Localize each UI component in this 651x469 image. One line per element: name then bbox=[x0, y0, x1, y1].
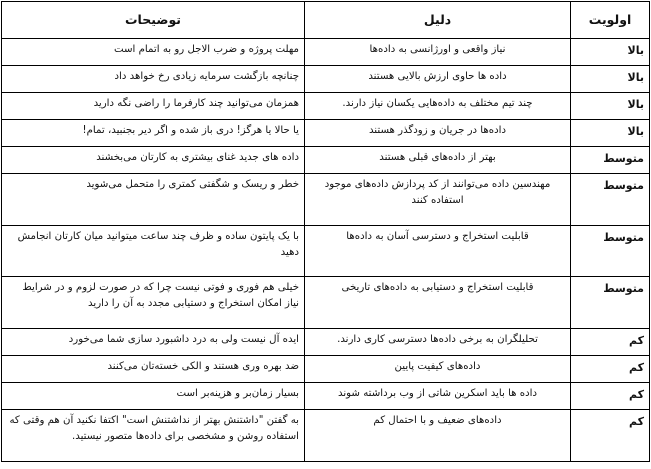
explanation-cell: خطر و ریسک و شگفتی کمتری را متحمل می‌شوید bbox=[2, 174, 305, 226]
explanation-cell: خیلی هم فوری و فوتی نیست چرا که در صورت لزوم و در شرایط نیاز امکان استخراج و دستیابی مجدد به آن را دارید bbox=[2, 277, 305, 329]
table-row bbox=[2, 410, 650, 462]
table-row bbox=[2, 93, 650, 120]
table-header-row bbox=[2, 2, 650, 39]
priority-cell: کم bbox=[571, 383, 650, 410]
explanation-cell: ضد بهره وری هستند و الکی خسته‌تان می‌کنند bbox=[2, 356, 305, 383]
priority-cell: متوسط bbox=[571, 226, 650, 277]
reason-cell: داده‌های کیفیت پایین bbox=[305, 356, 571, 383]
reason-cell: تحلیلگران به برخی داده‌ها دسترسی کاری دارند. bbox=[305, 329, 571, 356]
explanation-cell: بسیار زمان‌بر و هزینه‌بر است bbox=[2, 383, 305, 410]
priority-table-container bbox=[1, 1, 649, 467]
header-priority: اولویت bbox=[571, 2, 650, 39]
priority-table bbox=[1, 1, 650, 462]
header-reason: دلیل bbox=[305, 2, 571, 39]
explanation-cell: داده های جدید غنای بیشتری به کارتان می‌بخشند bbox=[2, 147, 305, 174]
explanation-cell: با یک پایتون ساده و ظرف چند ساعت میتوانید میان کارتان انجامش دهید bbox=[2, 226, 305, 277]
reason-cell: بهتر از داده‌های قبلی هستند bbox=[305, 147, 571, 174]
reason-cell: داده ها حاوی ارزش بالایی هستند bbox=[305, 66, 571, 93]
explanation-cell: همزمان می‌توانید چند کارفرما را راضی نگه دارید bbox=[2, 93, 305, 120]
reason-cell: مهندسین داده می‌توانند از کد پردازش داده‌های موجود استفاده کنند bbox=[305, 174, 571, 226]
explanation-cell: چنانچه بازگشت سرمایه زیادی رخ خواهد داد bbox=[2, 66, 305, 93]
table-row bbox=[2, 226, 650, 277]
explanation-cell: ایده آل نیست ولی به درد داشبورد سازی شما می‌خورد bbox=[2, 329, 305, 356]
table-row bbox=[2, 174, 650, 226]
priority-cell: متوسط bbox=[571, 277, 650, 329]
reason-cell: داده‌ها در جریان و زودگذر هستند bbox=[305, 120, 571, 147]
table-row bbox=[2, 329, 650, 356]
table-row bbox=[2, 356, 650, 383]
table-row bbox=[2, 39, 650, 66]
priority-cell: کم bbox=[571, 410, 650, 462]
priority-cell: بالا bbox=[571, 66, 650, 93]
reason-cell: داده ها باید اسکرین شاتی از وب برداشته شوند bbox=[305, 383, 571, 410]
priority-cell: کم bbox=[571, 329, 650, 356]
priority-cell: کم bbox=[571, 356, 650, 383]
priority-cell: بالا bbox=[571, 93, 650, 120]
table-row bbox=[2, 120, 650, 147]
reason-cell: چند تیم مختلف به داده‌هایی یکسان نیاز دارند. bbox=[305, 93, 571, 120]
table-row bbox=[2, 66, 650, 93]
table-row bbox=[2, 277, 650, 329]
reason-cell: قابلیت استخراج و دسترسی آسان به داده‌ها bbox=[305, 226, 571, 277]
reason-cell: داده‌های ضعیف و با احتمال کم bbox=[305, 410, 571, 462]
priority-cell: بالا bbox=[571, 120, 650, 147]
table-row bbox=[2, 147, 650, 174]
priority-cell: متوسط bbox=[571, 147, 650, 174]
reason-cell: نیاز واقعی و اورژانسی به داده‌ها bbox=[305, 39, 571, 66]
explanation-cell: مهلت پروژه و ضرب الاجل رو به اتمام است bbox=[2, 39, 305, 66]
table-row bbox=[2, 383, 650, 410]
priority-cell: متوسط bbox=[571, 174, 650, 226]
priority-cell: بالا bbox=[571, 39, 650, 66]
explanation-cell: یا حالا یا هرگز! دری باز شده و اگر دیر بجنبید، تمام! bbox=[2, 120, 305, 147]
reason-cell: قابلیت استخراج و دستیابی به داده‌های تاریخی bbox=[305, 277, 571, 329]
explanation-cell: به گفتن "داشتنش بهتر از نداشتنش است" اکتفا نکنید آن هم وقتی که استفاده روشن و مشخصی برای داده‌ها متصور نیستید. bbox=[2, 410, 305, 462]
header-explanation: توضیحات bbox=[2, 2, 305, 39]
